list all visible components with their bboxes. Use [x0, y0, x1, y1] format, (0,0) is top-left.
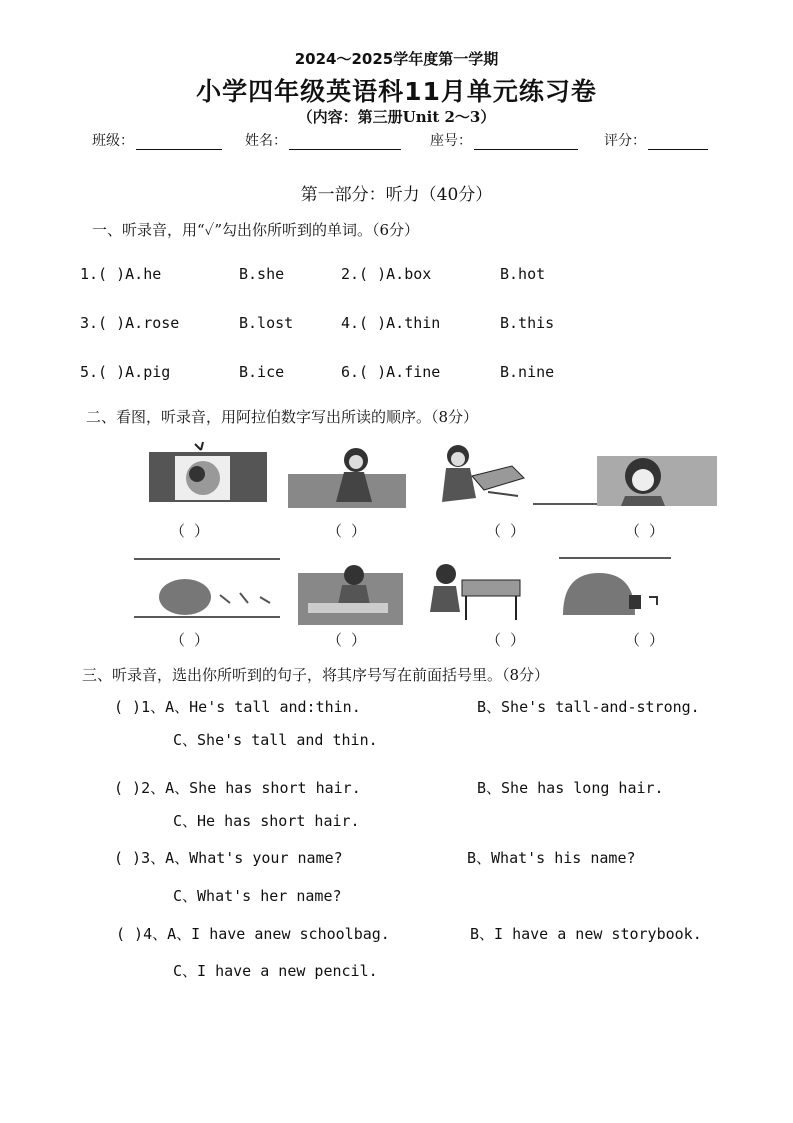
- term-label: 2024～2025学年度第一学期: [294, 50, 499, 68]
- section2-instruction: 二、看图，听录音，用阿拉伯数字写出所读的顺序。（8分）: [86, 408, 479, 426]
- s2-answer-7[interactable]: （ ）: [486, 631, 526, 649]
- s1-q5-b: B.ice: [239, 363, 285, 381]
- s3-q1-b: B、She's tall-and-strong.: [477, 698, 700, 716]
- section3-instruction: 三、听录音，选出你所听到的句子，将其序号写在前面括号里。（8分）: [82, 666, 550, 684]
- s1-q5[interactable]: 5.( )A.pig: [80, 363, 171, 381]
- s3-q4[interactable]: ( )4、A、I have anew schoolbag.: [116, 925, 390, 943]
- picture-girl-sitting: [288, 440, 406, 508]
- s3-q3-b: B、What's his name?: [467, 849, 636, 867]
- class-field[interactable]: [92, 130, 222, 150]
- picture-boy-writing: [428, 440, 528, 508]
- seat-label: 座号：: [430, 133, 472, 149]
- s3-q2-b: B、She has long hair.: [477, 779, 664, 797]
- s2-answer-5[interactable]: （ ）: [170, 631, 210, 649]
- name-label: 姓名：: [245, 133, 287, 149]
- s2-answer-1[interactable]: （ ）: [170, 522, 210, 540]
- s2-answer-8[interactable]: （ ）: [625, 631, 665, 649]
- section1-instruction: 一、听录音，用“✓”勾出你所听到的单词。（6分）: [92, 221, 420, 239]
- s1-q2[interactable]: 2.( )A.box: [341, 265, 432, 283]
- part1-title: 第一部分：听力（40分）: [300, 185, 493, 205]
- score-label: 评分：: [604, 133, 646, 149]
- picture-boy-table: [420, 560, 525, 628]
- name-blank[interactable]: [289, 135, 401, 150]
- s3-q4-b: B、I have a new storybook.: [470, 925, 702, 943]
- picture-girl-desk: [298, 555, 403, 625]
- s1-q1-b: B.she: [239, 265, 285, 283]
- s2-answer-2[interactable]: （ ）: [327, 522, 367, 540]
- s3-q2-c: C、He has short hair.: [173, 812, 360, 830]
- page-subtitle: （内容：第三册Unit 2～3）: [297, 108, 496, 126]
- s2-answer-3[interactable]: （ ）: [486, 522, 526, 540]
- s3-q3[interactable]: ( )3、A、What's your name?: [114, 849, 343, 867]
- s1-q1[interactable]: 1.( )A.he: [80, 265, 162, 283]
- s3-q3-c: C、What's her name?: [173, 887, 342, 905]
- score-field[interactable]: [604, 130, 708, 150]
- page-title: 小学四年级英语科11月单元练习卷: [196, 77, 597, 106]
- picture-girl-portrait: [533, 440, 718, 508]
- seat-blank[interactable]: [474, 135, 578, 150]
- s1-q3-b: B.lost: [239, 314, 294, 332]
- s1-q3[interactable]: 3.( )A.rose: [80, 314, 180, 332]
- s3-q1[interactable]: ( )1、A、He's tall and:thin.: [114, 698, 361, 716]
- s3-q2[interactable]: ( )2、A、She has short hair.: [114, 779, 361, 797]
- s2-answer-4[interactable]: （ ）: [625, 522, 665, 540]
- picture-dog-house: [555, 555, 675, 623]
- class-label: 班级：: [92, 133, 134, 149]
- s2-answer-6[interactable]: （ ）: [327, 631, 367, 649]
- name-field[interactable]: [245, 130, 401, 150]
- s1-q6[interactable]: 6.( )A.fine: [341, 363, 441, 381]
- s3-q4-c: C、I have a new pencil.: [173, 962, 378, 980]
- s1-q4-b: B.this: [500, 314, 555, 332]
- seat-field[interactable]: [430, 130, 578, 150]
- score-blank[interactable]: [648, 135, 708, 150]
- picture-hedgehog: [130, 555, 285, 625]
- s1-q2-b: B.hot: [500, 265, 546, 283]
- picture-photo: [145, 440, 270, 505]
- s1-q6-b: B.nine: [500, 363, 555, 381]
- class-blank[interactable]: [136, 135, 222, 150]
- s3-q1-c: C、She's tall and thin.: [173, 731, 378, 749]
- s1-q4[interactable]: 4.( )A.thin: [341, 314, 441, 332]
